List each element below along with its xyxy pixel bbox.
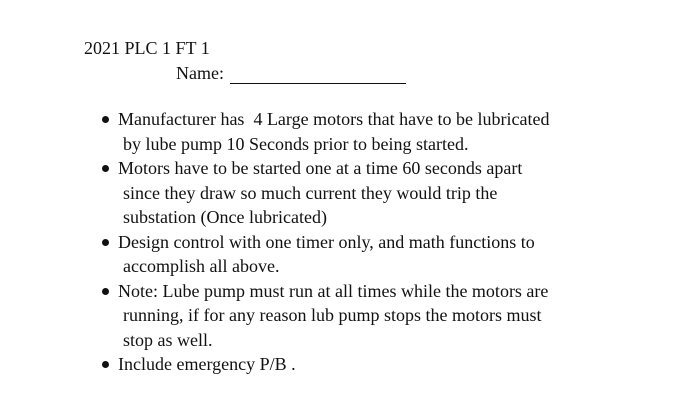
name-blank-line — [230, 65, 406, 84]
list-item — [0, 352, 700, 377]
name-label: Name: — [176, 63, 224, 83]
list-item-line: accomplish all above. — [123, 256, 280, 276]
list-item-line: Design control with one timer only, and math functions to — [118, 231, 535, 252]
page-title: 2021 PLC 1 FT 1 — [84, 38, 210, 58]
list-item — [0, 156, 700, 230]
list-item-line: Include emergency P/B . — [118, 354, 296, 374]
name-field-row — [176, 62, 406, 84]
requirements-list — [0, 107, 700, 377]
list-item — [0, 230, 700, 279]
list-item — [0, 279, 700, 353]
list-item-line: substation (Once lubricated) — [123, 207, 327, 227]
list-item-line: Motors have to be started one at a time 60 seconds apart — [118, 158, 523, 178]
bullet-icon — [102, 165, 109, 172]
list-item-line: since they draw so much current they would trip the — [123, 182, 498, 203]
list-item-line: Manufacturer has 4 Large motors that have to be lubricated — [118, 109, 550, 129]
bullet-icon — [102, 239, 109, 246]
list-item-line: Note: Lube pump must run at all times while the motors are — [118, 280, 549, 301]
bullet-icon — [102, 116, 109, 123]
bullet-icon — [102, 361, 109, 368]
list-item — [0, 107, 700, 156]
list-item-line: stop as well. — [123, 329, 213, 350]
list-item-line: running, if for any reason lub pump stops the motors must — [123, 305, 542, 325]
bullet-icon — [102, 288, 109, 295]
list-item-line: by lube pump 10 Seconds prior to being started. — [123, 133, 469, 154]
